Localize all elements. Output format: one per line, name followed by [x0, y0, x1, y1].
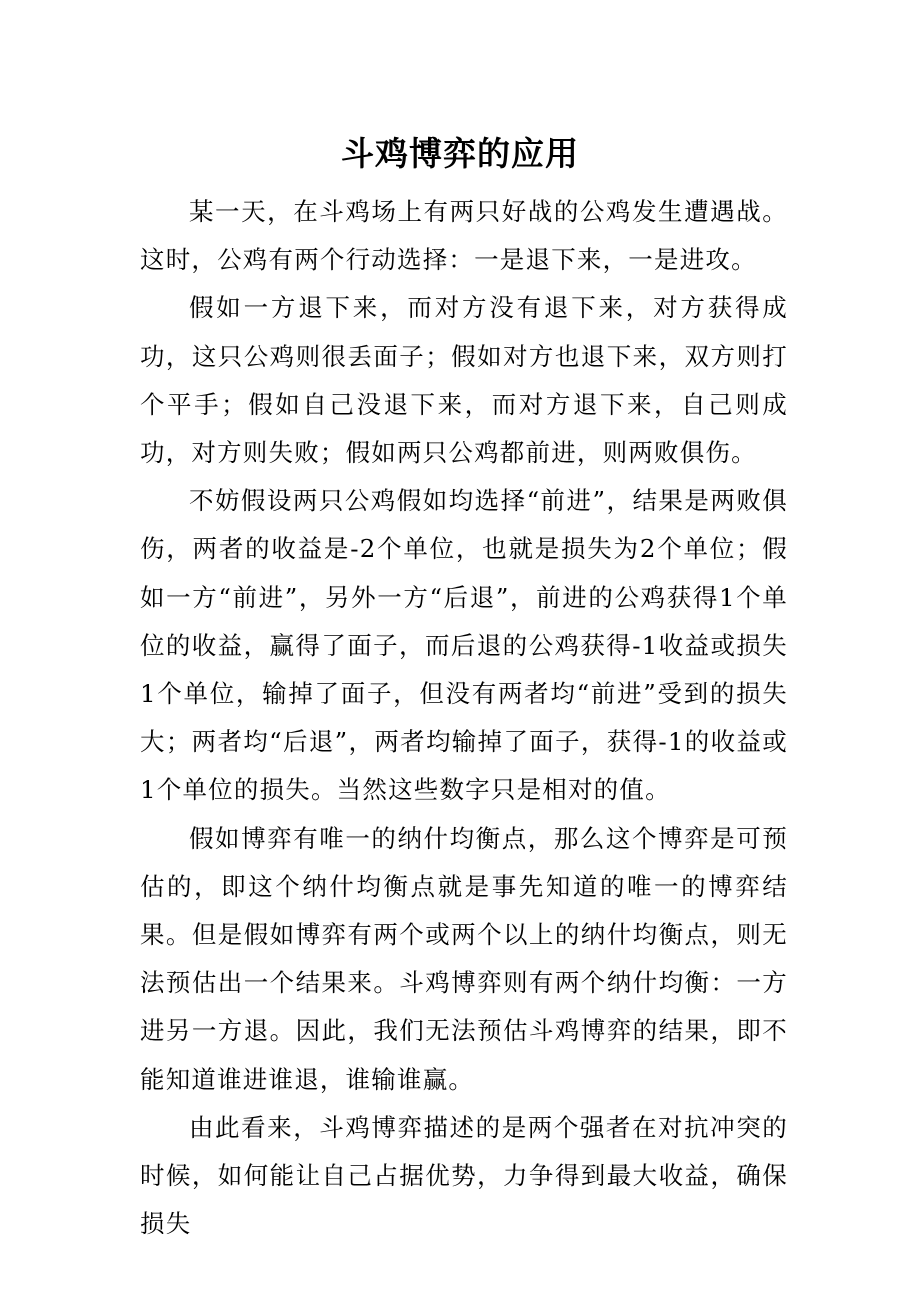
paragraph: 假如博弈有唯一的纳什均衡点，那么这个博弈是可预估的，即这个纳什均衡点就是事先知道的唯一的博弈结果。但是假如博弈有两个或两个以上的纳什均衡点，则无法预估出一个结果来。斗鸡博弈则有两个纳什均衡：一方进另一方退。因此，我们无法预估斗鸡博弈的结果，即不能知道谁进谁退，谁输谁赢。: [140, 823, 788, 1094]
paragraph: 某一天，在斗鸡场上有两只好战的公鸡发生遭遇战。这时，公鸡有两个行动选择：一是退下来，一是进攻。: [140, 197, 788, 275]
paragraph: 由此看来，斗鸡博弈描述的是两个强者在对抗冲突的时候，如何能让自己占据优势，力争得到最大收益，确保损失: [140, 1112, 788, 1239]
document-body: [140, 188, 788, 1248]
page-title: 斗鸡博弈的应用: [341, 134, 579, 173]
paragraph: 不妨假设两只公鸡假如均选择“前进”，结果是两败俱伤，两者的收益是-2个单位，也就是损失为2个单位；假如一方“前进”，另外一方“后退”，前进的公鸡获得1个单位的收益，赢得了面子，而后退的公鸡获得-1收益或损失1个单位，输掉了面子，但没有两者均“前进”受到的损失大；两者均“后退”，两者均输掉了面子，获得-1的收益或1个单位的损失。当然这些数字只是相对的值。: [140, 486, 788, 805]
paragraph: 假如一方退下来，而对方没有退下来，对方获得成功，这只公鸡则很丢面子；假如对方也退下来，双方则打个平手；假如自己没退下来，而对方退下来，自己则成功，对方则失败；假如两只公鸡都前进，则两败俱伤。: [140, 293, 788, 468]
